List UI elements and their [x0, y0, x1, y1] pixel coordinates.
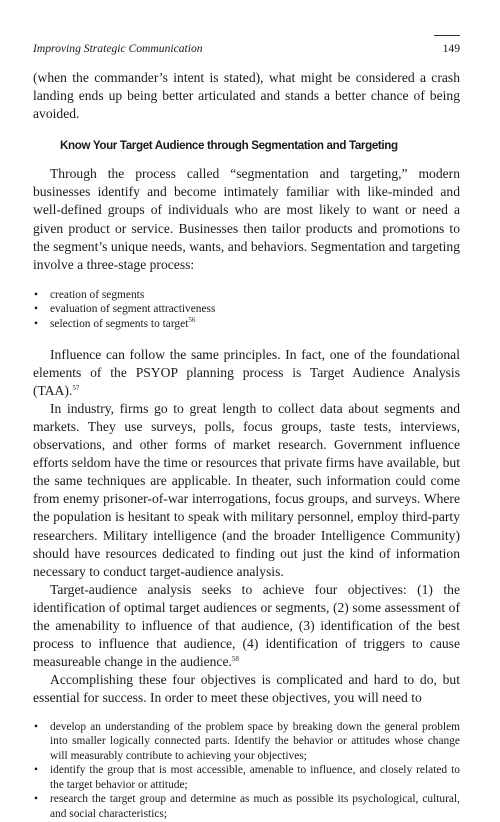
list-item [33, 288, 460, 303]
list-item [33, 763, 460, 792]
paragraph-objectives [33, 581, 460, 671]
bullet-icon: • [34, 288, 38, 301]
list-item [33, 720, 460, 764]
paragraph-continuation: (when the commander’s intent is stated), what might be considered a crash landing ends up being better articulated and stands a better chance of being avoided. [33, 70, 460, 122]
body-text [33, 69, 460, 822]
bullet-list-stages [33, 288, 460, 332]
footnote-ref: 56 [188, 316, 196, 325]
paragraph-influence [33, 346, 460, 400]
running-title: Improving Strategic Communication [33, 42, 203, 55]
list-item-text: research the target group and determine as much as possible its psychological, cultural, and social characteristics; [50, 793, 460, 821]
list-item-text: develop an understanding of the problem space by breaking down the general problem into smaller logically connected parts. Identify the behavior or attitudes whose change will measurably contribute to achieving your objectives; [50, 720, 460, 762]
list-item [33, 302, 460, 317]
paragraph-accomplishing: Accomplishing these four objectives is complicated and hard to do, but essential for success. In order to meet these objectives, you will need to [33, 672, 460, 706]
list-item-text: selection of segments to target [50, 318, 189, 331]
bullet-icon: • [34, 303, 38, 316]
section-heading: Know Your Target Audience through Segmentation and Targeting [60, 139, 398, 153]
bullet-icon: • [34, 318, 38, 331]
header-rule [434, 35, 460, 36]
paragraph-text: Influence can follow the same principles. In fact, one of the foundational elements of the PSYOP planning process is Target Audience Analysis (TAA). [33, 346, 460, 398]
paragraph-text: Target-audience analysis seeks to achieve four objectives: (1) the identification of optimal target audiences or segments, (2) some assessment of the amenability to influence of that audience, (3) identification of the best process to influence that audience, (4) identification of triggers to cause measureable change in the audience. [33, 581, 460, 670]
paragraph-segmentation: Through the process called “segmentation and targeting,” modern businesses identify and become intimately familiar with like-minded and well-defined groups of individuals who are most likely to want or need a given product or service. Businesses then tailor products and promotions to the segment’s unique needs, wants, and behaviors. Segmentation and targeting involve a three-stage process: [33, 166, 460, 272]
list-item-text: evaluation of segment attractiveness [50, 303, 216, 316]
page-number: 149 [442, 42, 460, 55]
list-item [33, 792, 460, 821]
paragraph-industry: In industry, firms go to great length to collect data about segments and markets. They use surveys, polls, focus groups, taste tests, interviews, observations, and other forms of market research. Government influence efforts seldom have the time or resources that private firms have available, but the same techniques are applicable. In theater, such information could come from enemy prisoner-of-war interrogations, focus groups, and surveys. Where the population is hesitant to speak with military personnel, employ third-party researchers. Military intelligence (and the broader Intelligence Community) should have resources dedicated to finding out just the kind of information necessary to conduct target-audience analysis. [33, 400, 460, 579]
list-item-text: creation of segments [50, 288, 145, 301]
bullet-icon: • [34, 793, 38, 806]
footnote-ref: 58 [231, 655, 239, 664]
list-item-text: identify the group that is most accessible, amenable to influence, and closely related to the target behavior or attitude; [50, 764, 460, 791]
list-item [33, 317, 460, 332]
bullet-icon: • [34, 764, 38, 777]
bullet-icon: • [34, 720, 38, 733]
running-header [33, 42, 460, 56]
bullet-list-tasks [33, 720, 460, 822]
footnote-ref: 57 [72, 383, 80, 392]
